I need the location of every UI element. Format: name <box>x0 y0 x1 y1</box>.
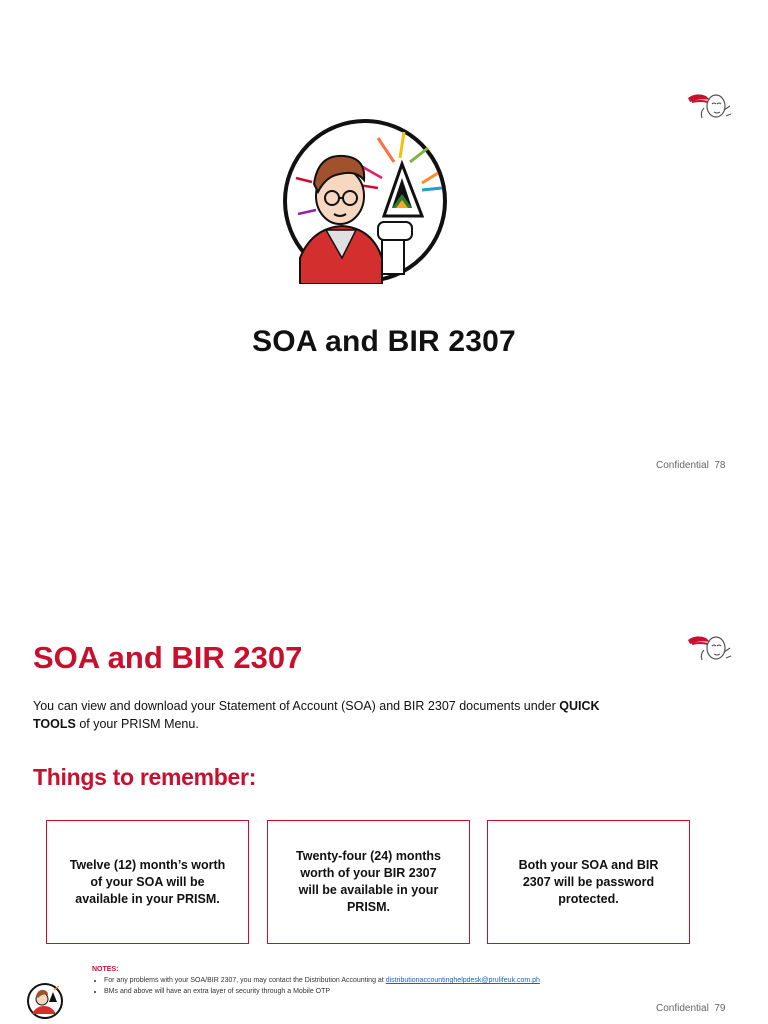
title-slide <box>0 0 768 490</box>
confidential-footer <box>656 1003 726 1014</box>
intro-text-start: You can view and download your Statement of Account (SOA) and BIR 2307 documents under <box>33 699 560 713</box>
intro-bold-quick-tools: QUICK TOOLS <box>33 699 600 731</box>
notes-list <box>92 975 540 997</box>
info-card-password <box>487 820 690 944</box>
info-card-bir-2307 <box>267 820 470 944</box>
content-slide <box>0 600 768 1024</box>
slide-gap <box>0 490 768 600</box>
things-to-remember-heading: Things to remember: <box>33 764 257 790</box>
note-item <box>104 975 540 986</box>
notes-section <box>92 964 540 997</box>
note-item: • BMs and above will have an extra layer of security through a Mobile OTP <box>104 986 540 997</box>
intro-text-end: of your PRISM Menu. <box>75 717 199 731</box>
confidential-label: Confidential <box>656 460 709 471</box>
card-text: Twelve (12) month’s worth of your SOA will be available in your PRISM. <box>69 857 226 906</box>
confidential-label: Confidential <box>656 1003 709 1014</box>
prudential-logo-icon <box>686 88 734 122</box>
page-number: 79 <box>714 1003 726 1014</box>
confidential-footer <box>656 460 726 471</box>
note-text: For any problems with your SOA/BIR 2307, you may contact the Distribution Accounting at <box>104 977 386 984</box>
hero-illustration <box>282 118 448 284</box>
slide-title: SOA and BIR 2307 <box>252 325 516 358</box>
notes-label: NOTES: <box>92 966 119 973</box>
mini-avatar-icon <box>26 982 64 1020</box>
prudential-logo-icon <box>686 630 734 664</box>
card-text: Twenty-four (24) months worth of your BIR 2307 will be available in your PRISM. <box>296 849 441 914</box>
page-number: 78 <box>714 460 726 471</box>
info-card-soa <box>46 820 249 944</box>
card-text: Both your SOA and BIR 2307 will be password protected. <box>518 857 659 906</box>
helpdesk-email-link[interactable]: distributionaccountinghelpdesk@prulifeuk.com.ph <box>385 977 540 984</box>
intro-paragraph <box>33 697 643 733</box>
slide-title: SOA and BIR 2307 <box>33 640 303 675</box>
